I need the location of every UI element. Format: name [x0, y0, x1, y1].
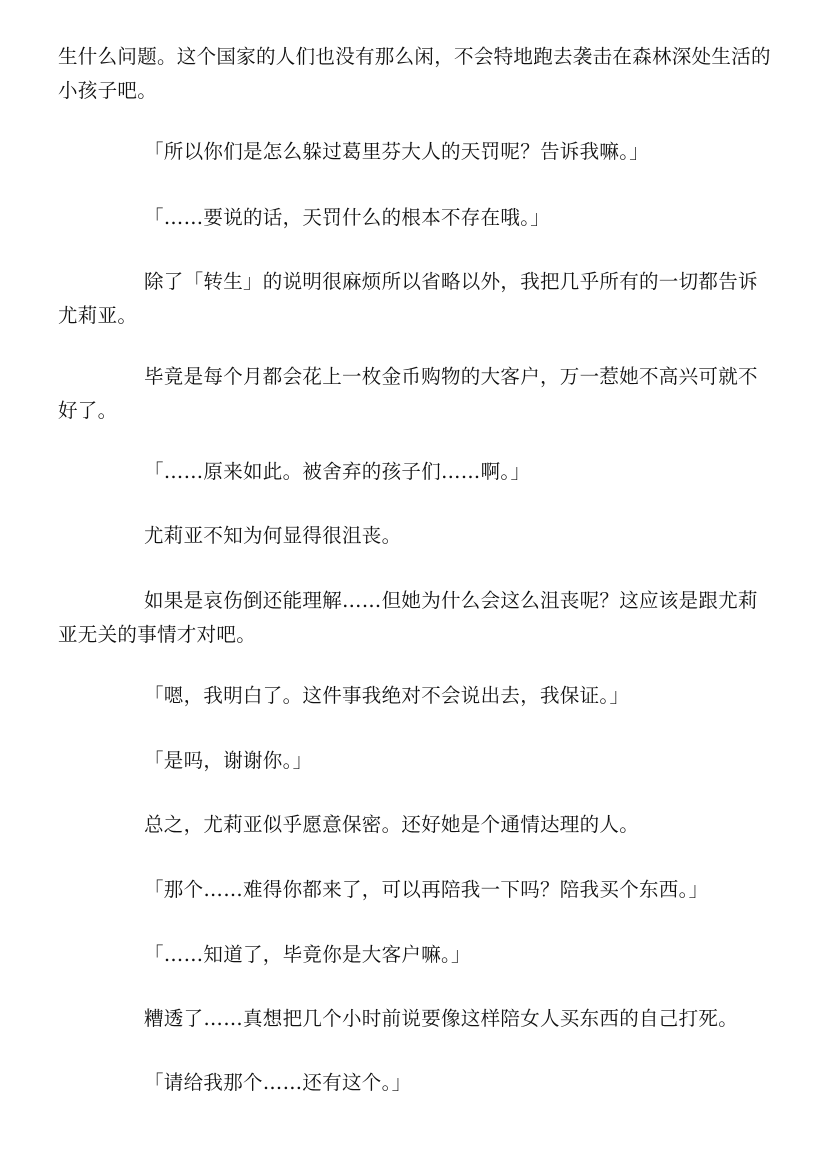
paragraph: 「请给我那个……还有这个。」 [144, 1071, 412, 1094]
paragraph: 「是吗，谢谢你。」 [144, 749, 313, 772]
paragraph: 总之，尤莉亚似乎愿意保密。还好她是个通情达理的人。 [144, 813, 640, 836]
paragraph: 「……原来如此。被舍弃的孩子们……啊。」 [144, 460, 531, 483]
paragraph: 如果是哀伤倒还能理解……但她为什么会这么沮丧呢？这应该是跟尤莉亚无关的事情才对吧。 [58, 589, 758, 646]
paragraph: 「……要说的话，天罚什么的根本不存在哦。」 [144, 206, 551, 229]
paragraph: 生什么问题。这个国家的人们也没有那么闲，不会特地跑去袭击在森林深处生活的小孩子吧。 [58, 45, 771, 102]
paragraph: 「……知道了，毕竟你是大客户嘛。」 [144, 943, 471, 966]
paragraph: 「那个……难得你都来了，可以再陪我一下吗？陪我买个东西。」 [144, 878, 709, 901]
paragraph: 毕竟是每个月都会花上一枚金币购物的大客户，万一惹她不高兴可就不好了。 [58, 365, 758, 422]
paragraph: 糟透了……真想把几个小时前说要像这样陪女人买东西的自己打死。 [144, 1007, 739, 1030]
paragraph: 「所以你们是怎么躲过葛里芬大人的天罚呢？告诉我嘛。」 [144, 140, 650, 163]
paragraph: 尤莉亚不知为何显得很沮丧。 [144, 524, 402, 547]
paragraph: 除了「转生」的说明很麻烦所以省略以外，我把几乎所有的一切都告诉尤莉亚。 [58, 270, 758, 327]
paragraph: 「嗯，我明白了。这件事我绝对不会说出去，我保证。」 [144, 684, 630, 707]
